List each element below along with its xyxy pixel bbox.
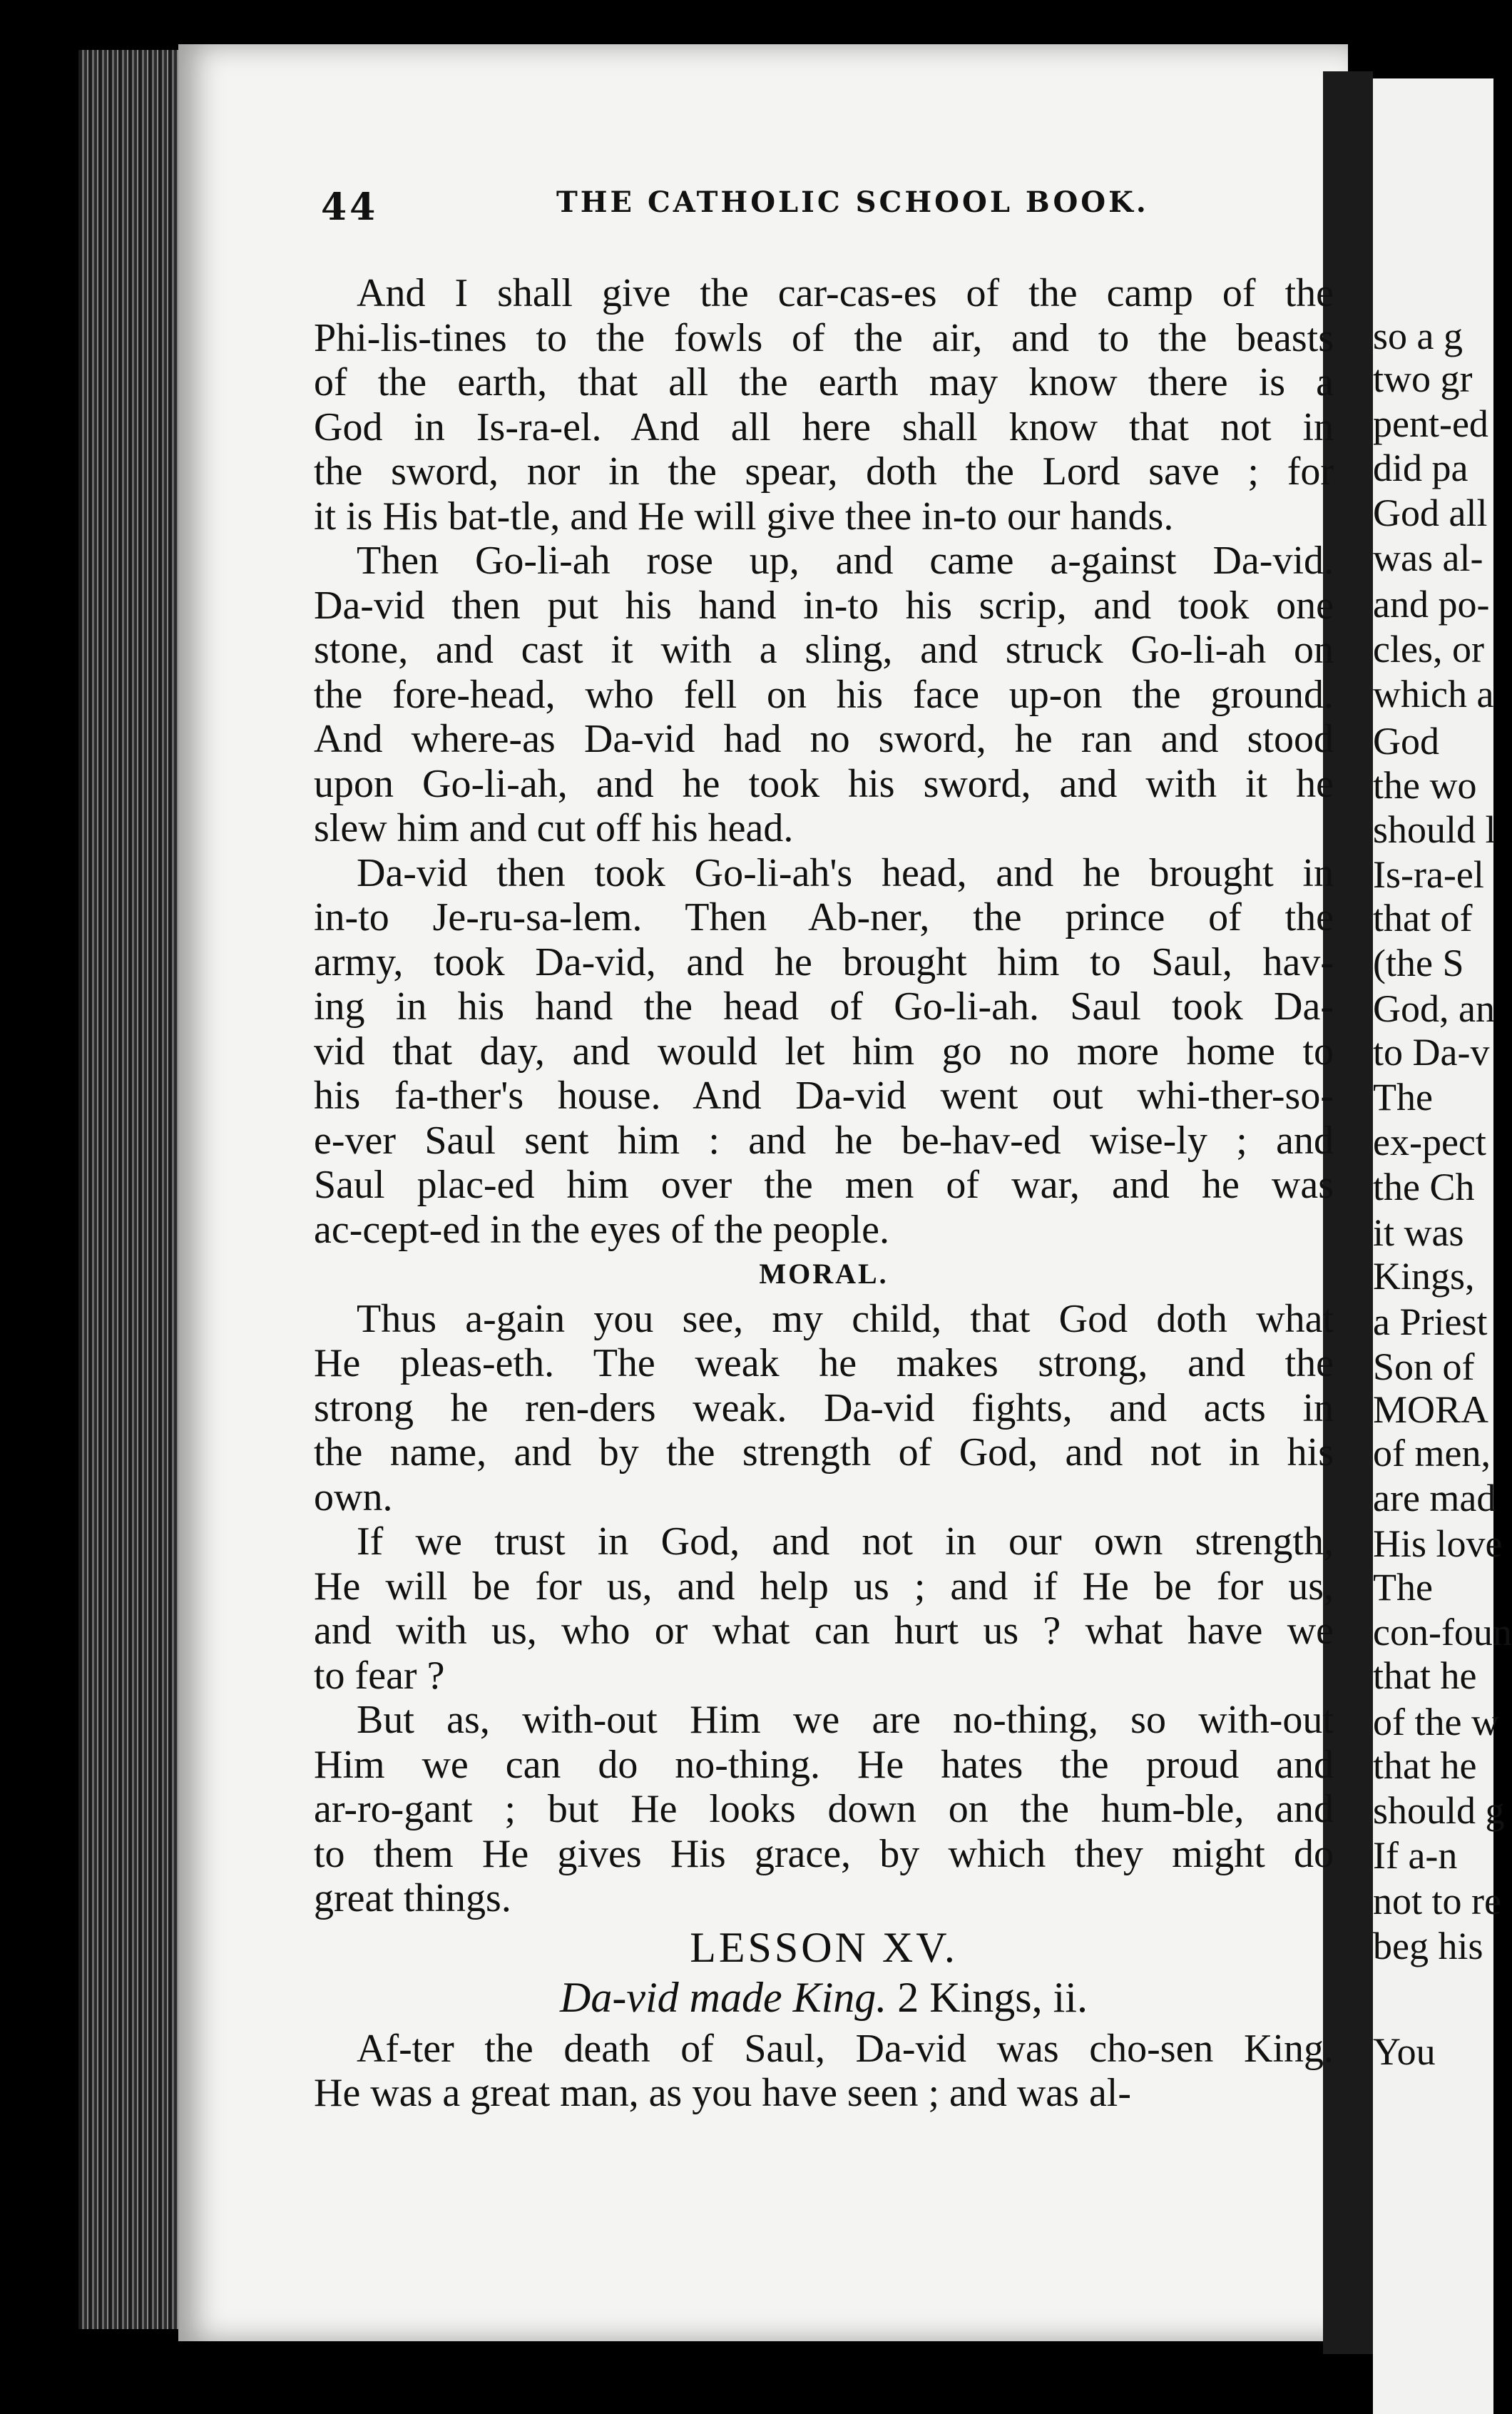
facing-page-line: His love (1373, 1522, 1503, 1565)
text-line: great things. (314, 1876, 511, 1920)
text-line: And where-as Da-vid had no sword, he ran and stood (314, 717, 1334, 761)
facing-page-line: that he (1373, 1654, 1477, 1697)
facing-page-line: beg his (1373, 1925, 1483, 1967)
text-line: But as, with-out Him we are no-thing, so with-out (357, 1698, 1334, 1742)
facing-page-line: You (1373, 2030, 1436, 2073)
text-line: to fear ? (314, 1653, 445, 1698)
text-line: ar-ro-gant ; but He looks down on the hum-ble, and (314, 1787, 1334, 1831)
facing-page-line: are mad (1373, 1477, 1496, 1519)
facing-page-line: the wo (1373, 764, 1477, 807)
page-body (314, 271, 1334, 2116)
facing-page-line: God, an (1373, 987, 1495, 1030)
text-line: army, took Da-vid, and he brought him to Saul, hav- (314, 939, 1334, 984)
facing-page-line: Is-ra-el (1373, 853, 1484, 896)
facing-page-line: MORA (1373, 1388, 1489, 1431)
text-line: his fa-ther's house. And Da-vid went out whi-ther-so- (314, 1074, 1334, 1118)
facing-page-line: The (1373, 1566, 1433, 1609)
facing-page-line: Kings, (1373, 1255, 1475, 1298)
text-line: He will be for us, and help us ; and if He be for us, (314, 1564, 1334, 1609)
facing-page-line: two gr (1373, 357, 1473, 400)
lesson-subtitle-title: Da-vid made King. (560, 1973, 887, 2021)
facing-page-line: of men, (1373, 1432, 1491, 1475)
text-line: ac-cept-ed in the eyes of the people. (314, 1207, 889, 1252)
text-line: to them He gives His grace, by which they might do (314, 1831, 1334, 1876)
facing-page-line: Son of (1373, 1345, 1475, 1388)
text-line: in-to Je-ru-sa-lem. Then Ab-ner, the prince of the (314, 895, 1334, 939)
lesson-subtitle-reference: 2 Kings, ii. (887, 1973, 1088, 2021)
facing-page-line: to Da-v (1373, 1031, 1490, 1074)
facing-page-line: (the S (1373, 942, 1464, 984)
text-line: Then Go-li-ah rose up, and came a-gainst Da-vid. (357, 539, 1334, 583)
text-line: upon Go-li-ah, and he took his sword, and with it he (314, 761, 1334, 806)
text-line: slew him and cut off his head. (314, 806, 794, 850)
facing-page-line: not to re (1373, 1880, 1501, 1922)
text-line: Thus a-gain you see, my child, that God doth what (357, 1296, 1334, 1341)
text-line: Da-vid then took Go-li-ah's head, and he brought in (357, 850, 1334, 895)
facing-page-line: which a (1373, 673, 1494, 715)
text-line: He pleas-eth. The weak he makes strong, and the (314, 1341, 1334, 1385)
facing-page-line: and po- (1373, 583, 1490, 626)
text-line: the fore-head, who fell on his face up-on the ground. (314, 672, 1334, 717)
facing-page-line: God (1373, 720, 1439, 763)
facing-page-line: a Priest (1373, 1300, 1488, 1343)
text-line: vid that day, and would let him go no more home to (314, 1029, 1334, 1074)
text-line: strong he ren-ders weak. Da-vid fights, and acts in (314, 1385, 1334, 1430)
facing-page-line: was al- (1373, 536, 1483, 579)
facing-page-line: God all (1373, 492, 1488, 534)
facing-page-line: ex-pect (1373, 1121, 1486, 1163)
text-line: e-ver Saul sent him : and he be-hav-ed wise-ly ; and (314, 1118, 1334, 1163)
text-line: And I shall give the car-cas-es of the camp of the (357, 271, 1334, 315)
text-line: God in Is-ra-el. And all here shall know that not in (314, 404, 1334, 449)
moral-heading: MORAL. (759, 1258, 889, 1290)
text-line: Him we can do no-thing. He hates the proud and (314, 1742, 1334, 1787)
facing-page-line: that of (1373, 897, 1473, 939)
facing-page-line: of the w (1373, 1701, 1499, 1743)
text-line: ing in his hand the head of Go-li-ah. Saul took Da- (314, 984, 1334, 1029)
text-line: the sword, nor in the spear, doth the Lord save ; for (314, 449, 1334, 494)
facing-page-line: cles, or (1373, 628, 1484, 671)
text-line: own. (314, 1475, 393, 1519)
facing-page-line: did pa (1373, 447, 1468, 489)
facing-page-line: the Ch (1373, 1166, 1475, 1208)
facing-page-line: should g (1373, 1789, 1505, 1832)
lesson-subtitle (314, 1975, 1334, 2027)
text-line: Phi-lis-tines to the fowls of the air, and to the beasts (314, 315, 1334, 360)
facing-page-line: that he (1373, 1744, 1477, 1787)
book-page-edges (78, 50, 185, 2329)
text-line: Saul plac-ed him over the men of war, and he was (314, 1163, 1334, 1207)
facing-page-line: should l (1373, 808, 1496, 851)
text-line: it is His bat-tle, and He will give thee in-to our hands. (314, 494, 1174, 539)
facing-page-line: con-foun (1373, 1611, 1512, 1654)
facing-page-line: it was (1373, 1211, 1464, 1254)
text-line: He was a great man, as you have seen ; and was al- (314, 2071, 1132, 2115)
text-line: Da-vid then put his hand in-to his scrip, and took one (314, 583, 1334, 628)
text-line: of the earth, that all the earth may know there is a (314, 360, 1334, 404)
text-line: stone, and cast it with a sling, and struck Go-li-ah on (314, 628, 1334, 672)
running-title: THE CATHOLIC SCHOOL BOOK. (556, 185, 1149, 219)
facing-page-line: If a-n (1373, 1834, 1458, 1877)
text-line: If we trust in God, and not in our own strength, (357, 1519, 1334, 1564)
facing-page-line: pent-ed (1373, 402, 1488, 445)
facing-page-line: The (1373, 1076, 1433, 1119)
page-number: 44 (321, 185, 379, 229)
facing-page-line: so a g (1373, 315, 1463, 357)
text-line: Af-ter the death of Saul, Da-vid was cho-sen King. (357, 2026, 1334, 2071)
text-line: the name, and by the strength of God, and not in his (314, 1430, 1334, 1475)
text-line: and with us, who or what can hurt us ? what have we (314, 1609, 1334, 1653)
lesson-heading: LESSON XV. (690, 1923, 958, 1971)
